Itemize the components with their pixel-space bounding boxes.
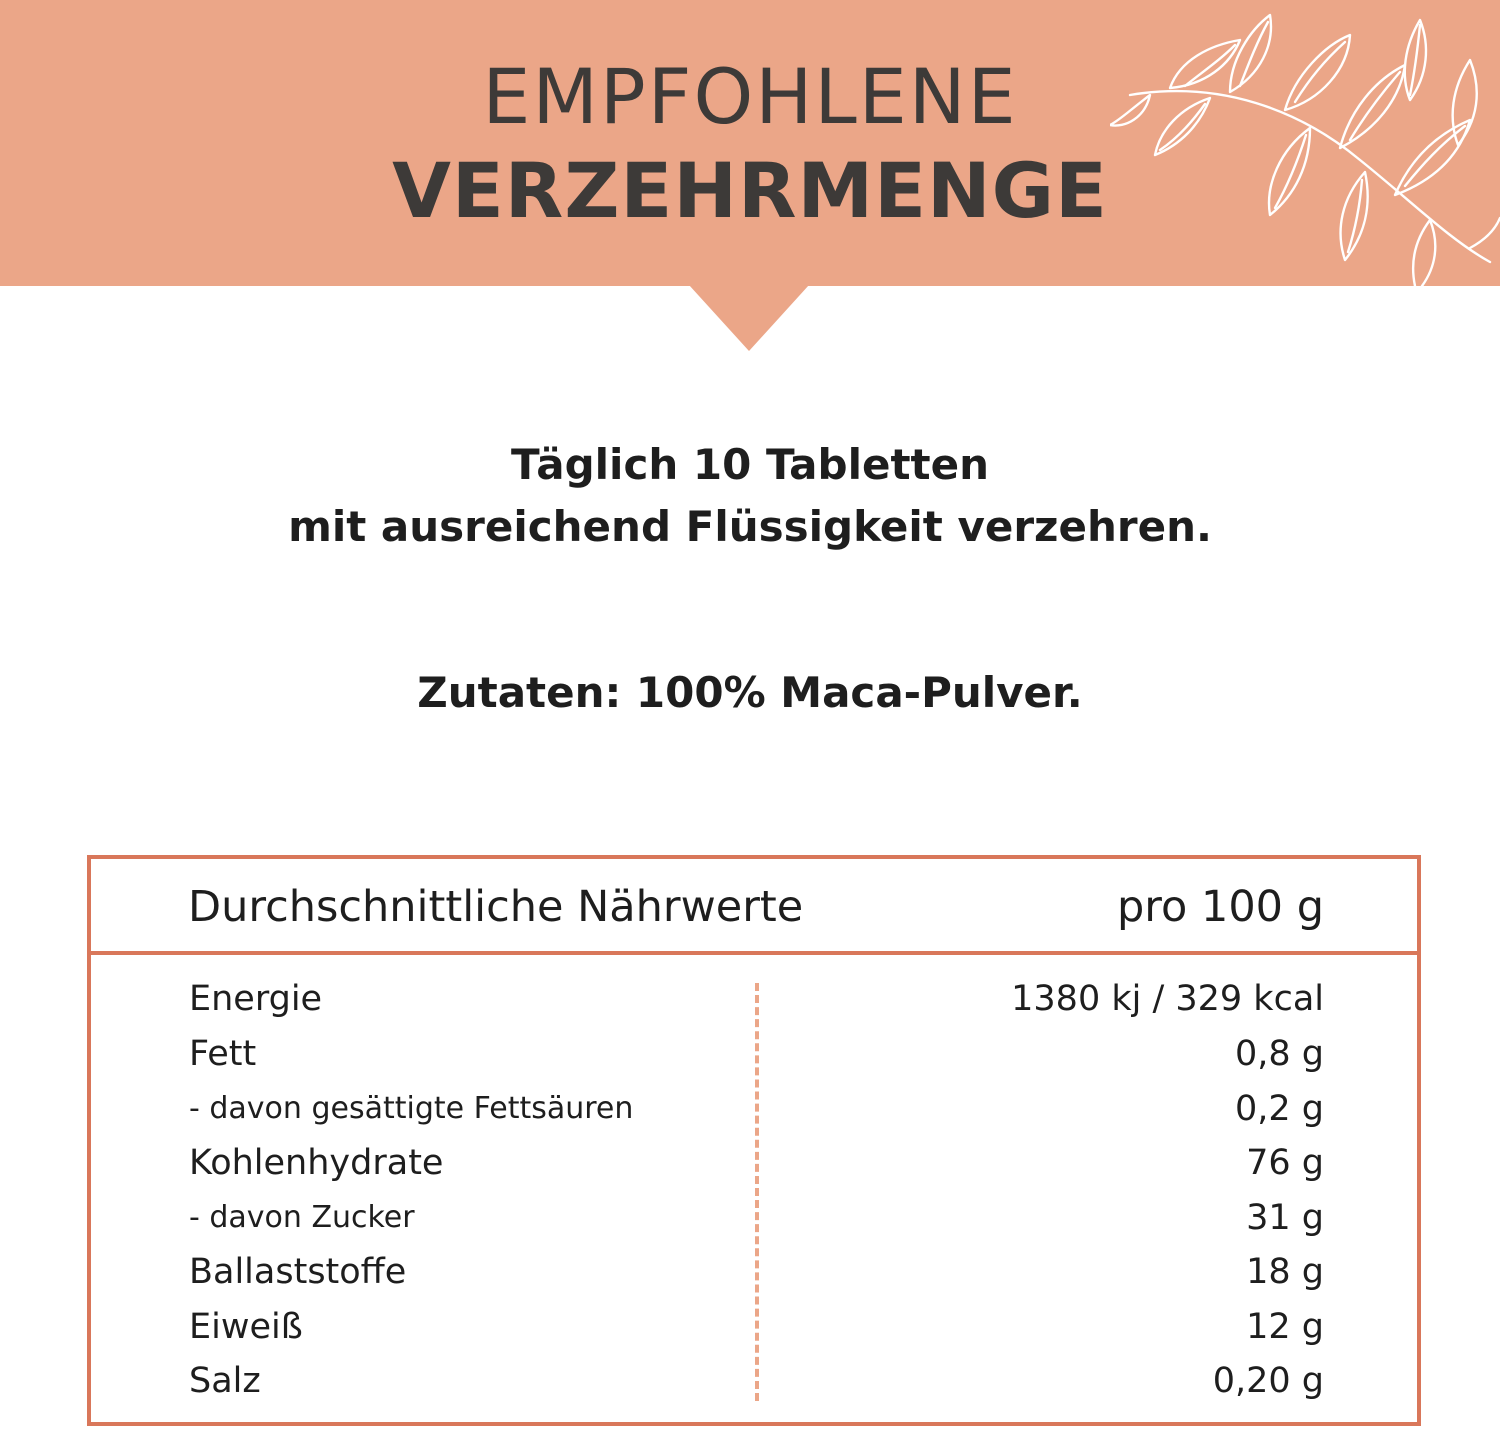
row-value: 0,2 g: [1234, 1089, 1324, 1129]
table-row: [91, 1027, 1417, 1081]
table-row: [91, 1300, 1417, 1354]
row-value: 31 g: [1246, 1198, 1324, 1238]
row-label: Fett: [189, 1034, 257, 1074]
row-label: - davon Zucker: [189, 1200, 415, 1235]
nutrition-header-label: Durchschnittliche Nährwerte: [188, 882, 804, 932]
table-row: [91, 1082, 1417, 1136]
row-value: 1380 kj / 329 kcal: [1011, 979, 1324, 1019]
row-value: 18 g: [1246, 1252, 1324, 1292]
page-title-line1: EMPFOHLENE: [482, 52, 1018, 141]
dosage-line2: mit ausreichend Flüssigkeit verzehren.: [288, 502, 1212, 551]
table-row: [91, 1191, 1417, 1245]
dosage-line1: Täglich 10 Tabletten: [510, 440, 990, 489]
row-value: 0,20 g: [1212, 1361, 1324, 1401]
row-value: 0,8 g: [1234, 1034, 1324, 1074]
table-row: [91, 972, 1417, 1026]
table-row: [91, 1245, 1417, 1299]
row-label: Salz: [189, 1361, 261, 1401]
row-label: Kohlenhydrate: [189, 1143, 444, 1183]
table-row: [91, 1136, 1417, 1190]
leaf-branch-icon: [1110, 0, 1500, 286]
ingredients-text: Zutaten: 100% Maca-Pulver.: [417, 668, 1083, 717]
nutrition-table-header: [91, 859, 1417, 955]
row-value: 12 g: [1246, 1307, 1324, 1347]
row-label: Eiweiß: [189, 1307, 303, 1347]
row-label: - davon gesättigte Fettsäuren: [189, 1091, 634, 1126]
banner-pointer: [689, 285, 809, 351]
row-label: Ballaststoffe: [189, 1252, 407, 1292]
row-label: Energie: [189, 979, 323, 1019]
dosage-instructions: [0, 434, 1500, 558]
nutrition-table: [87, 855, 1421, 1426]
table-row: [91, 1354, 1417, 1408]
page-title-line2: VERZEHRMENGE: [392, 146, 1108, 235]
row-value: 76 g: [1246, 1143, 1324, 1183]
nutrition-header-unit: pro 100 g: [1116, 882, 1324, 932]
